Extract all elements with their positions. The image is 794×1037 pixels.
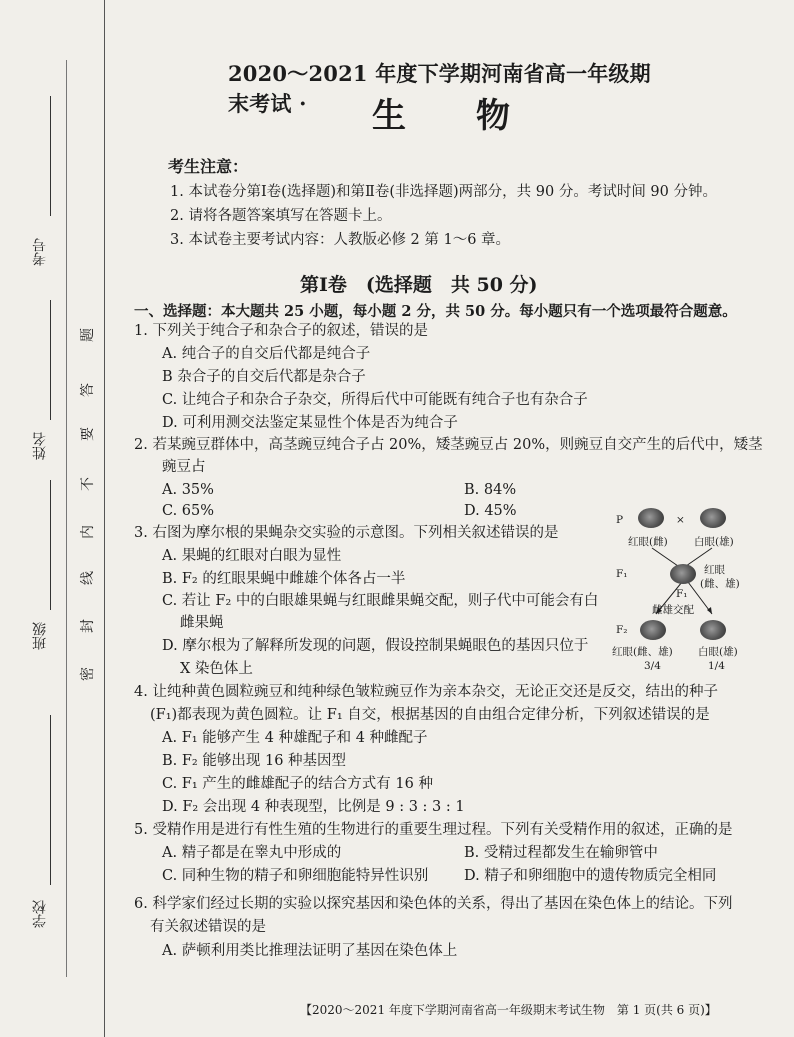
fig-ratio-right: 1/4 xyxy=(708,660,725,672)
question-option-cont: 雌果蝇 xyxy=(180,615,224,631)
fig-f1-cross: F₁ xyxy=(676,588,688,600)
question-stem: 4. 让纯种黄色圆粒豌豆和纯种绿色皱粒豌豆作为亲本杂交，无论正交还是反交，结出的种子 xyxy=(134,684,718,700)
question-option: C. 让纯合子和杂合子杂交，所得后代中可能既有纯合子也有杂合子 xyxy=(162,392,588,408)
margin-border xyxy=(66,60,67,977)
binding-line xyxy=(104,0,105,1037)
question-stem-cont: 豌豆占 xyxy=(162,459,206,475)
question-stem: 2. 若某豌豆群体中，高茎豌豆纯合子占 20%，矮茎豌豆占 20%，则豌豆自交产生的后代中，矮茎 xyxy=(134,437,763,453)
question-option: B. F₂ 的红眼果蝇中雌雄个体各占一半 xyxy=(162,571,406,587)
question-option: A. 纯合子的自交后代都是纯合子 xyxy=(162,346,371,362)
question-option: A. 萨顿利用类比推理法证明了基因在染色体上 xyxy=(162,943,458,959)
question-stem: 6. 科学家们经过长期的实验以探究基因和染色体的关系，得出了基因在染色体上的结论。下列 xyxy=(134,896,733,912)
fig-f2-left: 红眼(雌、雄) xyxy=(612,646,673,658)
seal-char: 线 xyxy=(80,571,96,585)
fig-p-label: P xyxy=(616,514,624,526)
question-option: C. 若让 F₂ 中的白眼雄果蝇与红眼雌果蝇交配，则子代中可能会有白 xyxy=(162,593,599,609)
fig-f1-sex: (雌、雄) xyxy=(700,578,740,590)
question-option: B. 受精过程都发生在输卵管中 xyxy=(464,845,658,861)
question-stem: 1. 下列关于纯合子和杂合子的叙述，错误的是 xyxy=(134,323,428,339)
question-option: D. 45% xyxy=(464,503,517,519)
question-stem: 3. 右图为摩尔根的果蝇杂交实验的示意图。下列相关叙述错误的是 xyxy=(134,525,559,541)
notes-heading: 考生注意： xyxy=(168,157,249,176)
question-stem-cont: (F₁)都表现为黄色圆粒。让 F₁ 自交，根据基因的自由组合定律分析，下列叙述错误的是 xyxy=(150,707,710,723)
fig-ratio-left: 3/4 xyxy=(644,660,661,672)
fruit-fly-cross-diagram xyxy=(612,504,790,680)
question-option: B. F₂ 能够出现 16 种基因型 xyxy=(162,753,347,769)
seal-char: 答 xyxy=(80,383,96,397)
question-stem-cont: 有关叙述错误的是 xyxy=(150,919,266,935)
question-stem: 5. 受精作用是进行有性生殖的生物进行的重要生理过程。下列有关受精作用的叙述，正确的是 xyxy=(134,822,733,838)
question-option: C. 同种生物的精子和卵细胞能特异性识别 xyxy=(162,868,429,884)
seal-char: 内 xyxy=(80,525,96,539)
question-option: A. 果蝇的红眼对白眼为显性 xyxy=(162,548,342,564)
fig-f2-right: 白眼(雄) xyxy=(698,646,738,658)
school-label: 学校 xyxy=(32,900,48,928)
school-blank xyxy=(50,715,51,885)
exam-no-label: 考号 xyxy=(32,238,48,266)
page-footer: 【2020～2021 年度下学期河南省高一年级期末考试生物 第 1 页(共 6 页)】 xyxy=(300,1003,717,1017)
question-option: A. F₁ 能够产生 4 种雄配子和 4 种雌配子 xyxy=(162,730,428,746)
seal-char: 密 xyxy=(80,667,96,681)
question-option: B. 84% xyxy=(464,482,517,498)
fig-cross-sign: × xyxy=(676,514,685,526)
class-blank xyxy=(50,480,51,610)
fig-f1-desc: 红眼 xyxy=(704,564,725,576)
section-title: 第Ⅰ卷 (选择题 共 50 分) xyxy=(300,274,538,296)
fly-f2-white-icon xyxy=(700,620,726,640)
seal-char: 题 xyxy=(80,328,96,342)
note-item: 3. 本试卷主要考试内容：人教版必修 2 第 1～6 章。 xyxy=(170,232,511,248)
question-option: D. F₂ 会出现 4 种表现型，比例是 9 : 3 : 3 : 1 xyxy=(162,799,465,815)
question-option: D. 摩尔根为了解释所发现的问题，假设控制果蝇眼色的基因只位于 xyxy=(162,638,589,654)
question-option: C. F₁ 产生的雌雄配子的结合方式有 16 种 xyxy=(162,776,433,792)
question-option: D. 可利用测交法鉴定某显性个体是否为纯合子 xyxy=(162,415,458,431)
seal-char: 不 xyxy=(80,477,96,491)
fig-f1-label: F₁ xyxy=(616,568,628,580)
name-label: 姓名 xyxy=(32,432,48,460)
exam-no-blank xyxy=(50,96,51,216)
note-item: 1. 本试卷分第Ⅰ卷(选择题)和第Ⅱ卷(非选择题)两部分，共 90 分。考试时间 90 分钟。 xyxy=(170,184,717,200)
question-option: D. 精子和卵细胞中的遗传物质完全相同 xyxy=(464,868,717,884)
seal-char: 封 xyxy=(80,619,96,633)
question-option: A. 35% xyxy=(162,482,214,498)
exam-title: 2020～2021 年度下学期河南省高一年级期末考试 · xyxy=(228,61,651,116)
class-label: 班级 xyxy=(32,622,48,650)
subject-title: 生物 xyxy=(372,96,580,136)
fly-f2-red-icon xyxy=(640,620,666,640)
fig-p-female: 红眼(雌) xyxy=(628,536,668,548)
section-instruction: 一、选择题：本大题共 25 小题，每小题 2 分，共 50 分。每小题只有一个选项最符合题意。 xyxy=(134,303,737,320)
fig-p-male: 白眼(雄) xyxy=(694,536,734,548)
name-blank xyxy=(50,300,51,420)
question-option-cont: X 染色体上 xyxy=(180,661,253,677)
seal-char: 要 xyxy=(80,427,96,441)
question-option: C. 65% xyxy=(162,503,215,519)
fig-f2-label: F₂ xyxy=(616,624,628,636)
question-option: B 杂合子的自交后代都是杂合子 xyxy=(162,369,366,385)
fly-f1-icon xyxy=(670,564,696,584)
question-option: A. 精子都是在睾丸中形成的 xyxy=(162,845,342,861)
note-item: 2. 请将各题答案填写在答题卡上。 xyxy=(170,208,392,224)
fig-mating-label: 雌雄交配 xyxy=(652,604,694,616)
